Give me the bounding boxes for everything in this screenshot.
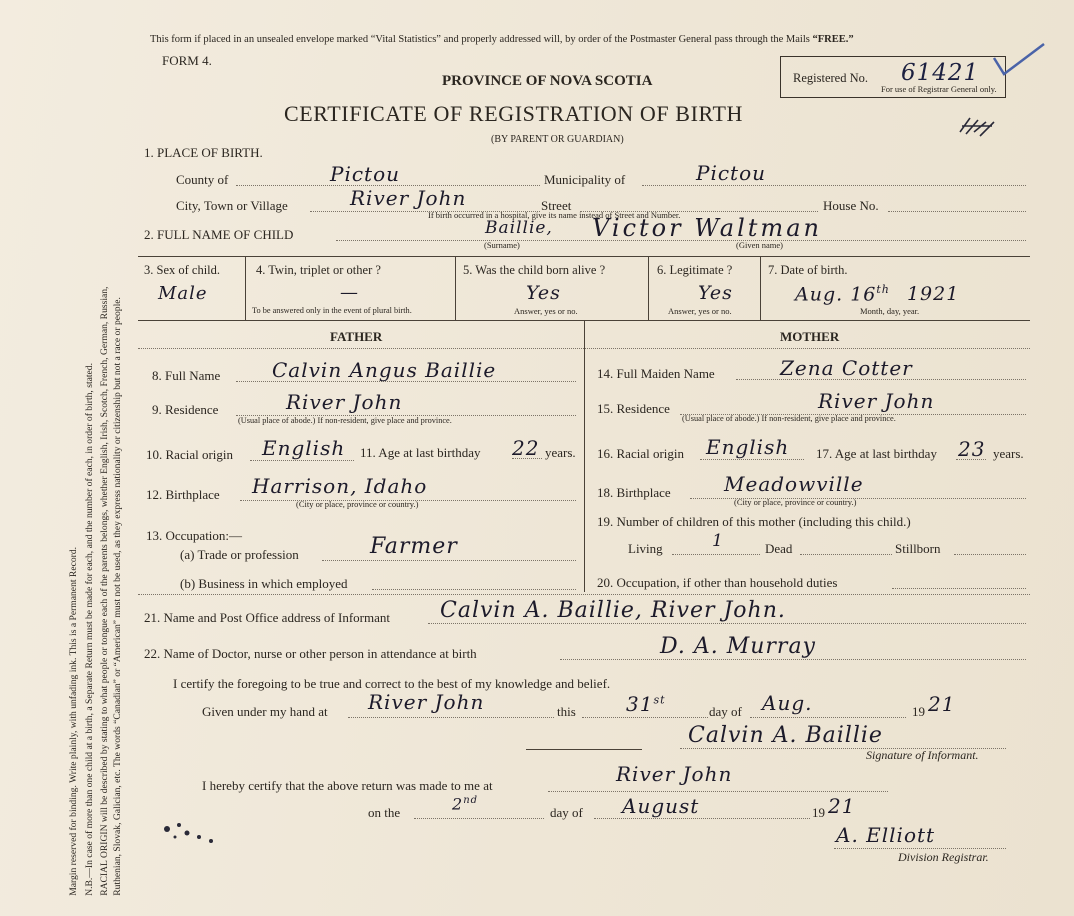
ink-scribble-icon <box>956 112 1000 142</box>
registrar-signature: A. Elliott <box>836 823 936 847</box>
mother-race-label: 16. Racial origin <box>597 446 685 461</box>
registered-box <box>780 56 1006 98</box>
mother-race-value: English <box>706 435 790 459</box>
place-of-birth-label: 1. PLACE OF BIRTH. <box>144 145 263 160</box>
given-name-note: (Given name) <box>736 240 783 250</box>
given-year: 21 <box>928 692 956 716</box>
registrar-signature-label: Division Registrar. <box>898 850 989 864</box>
given-place: River John <box>368 690 485 714</box>
father-trade-value: Farmer <box>370 534 458 559</box>
mother-birthplace-label: 18. Birthplace <box>597 485 671 500</box>
informant-label: 21. Name and Post Office address of Informant <box>144 610 390 625</box>
given-label: Given under my hand at <box>202 704 328 719</box>
surname-note: (Surname) <box>484 240 520 250</box>
father-age-label: 11. Age at last birthday <box>360 445 481 460</box>
street-label: Street <box>541 198 572 213</box>
registrar-year-prefix: 19 <box>812 805 825 820</box>
margin-note-4: Ruthenian, Slovak, Galician, etc. The words “Canadian” or “American” must not be used, as they express nationality or citizenship but not a race or people. <box>112 297 124 896</box>
registered-note: For use of Registrar General only. <box>881 84 997 94</box>
alive-label: 5. Was the child born alive ? <box>463 263 606 277</box>
mother-birthplace-note: (City or place, province or country.) <box>734 497 857 507</box>
mailing-notice: This form if placed in an unsealed envelope marked “Vital Statistics” and properly addressed will, by order of the Postmaster General pass through the Mails “FREE.” <box>150 34 854 45</box>
twin-value: — <box>340 282 359 303</box>
margin-note-3: RACIAL ORIGIN will be described by stating to what people or tongue each of the parents belongs, whether English, Irish, Scotch, French, German, Russian, <box>99 286 111 896</box>
ink-smudge-icon <box>155 815 225 855</box>
alive-note: Answer, yes or no. <box>514 306 578 316</box>
certificate-title: CERTIFICATE OF REGISTRATION OF BIRTH <box>284 101 743 126</box>
twin-label: 4. Twin, triplet or other ? <box>256 263 381 277</box>
father-name-value: Calvin Angus Baillie <box>272 358 497 382</box>
city-label: City, Town or Village <box>176 198 288 213</box>
birth-date-label: 7. Date of birth. <box>768 263 848 277</box>
legitimate-label: 6. Legitimate ? <box>657 263 733 277</box>
mother-children-label: 19. Number of children of this mother (including this child.) <box>597 514 911 529</box>
doctor-value: D. A. Murray <box>660 634 816 659</box>
dead-label: Dead <box>765 541 793 556</box>
registrar-day: 2nd <box>452 794 479 814</box>
legitimate-note: Answer, yes or no. <box>668 306 732 316</box>
father-birthplace-label: 12. Birthplace <box>146 487 220 502</box>
house-no-label: House No. <box>823 198 879 213</box>
province: PROVINCE OF NOVA SCOTIA <box>442 73 653 89</box>
living-label: Living <box>628 541 663 556</box>
municipality-value: Pictou <box>696 161 767 185</box>
living-value: 1 <box>712 531 724 551</box>
check-mark-icon <box>990 40 1050 90</box>
registrar-year: 21 <box>828 794 856 818</box>
mother-name-value: Zena Cotter <box>780 356 913 380</box>
given-month: Aug. <box>762 691 813 715</box>
father-birthplace-value: Harrison, Idaho <box>252 474 428 498</box>
father-heading: FATHER <box>330 329 383 344</box>
registered-label: Registered No. <box>793 71 868 85</box>
mother-birthplace-value: Meadowville <box>724 472 864 496</box>
mother-name-label: 14. Full Maiden Name <box>597 366 715 381</box>
margin-note-2: N.B.—In case of more than one child at a birth, a Separate Return must be made for each, and the number of each, in order of birth, stated. <box>84 362 96 896</box>
county-value: Pictou <box>330 162 401 186</box>
registrar-month: August <box>622 794 700 818</box>
this-label: this <box>557 704 576 719</box>
father-business-label: (b) Business in which employed <box>180 576 348 591</box>
certify-text: I certify the foregoing to be true and correct to the best of my knowledge and belief. <box>173 676 611 691</box>
informant-signature: Calvin A. Baillie <box>688 723 883 748</box>
alive-value: Yes <box>526 282 561 304</box>
father-residence-label: 9. Residence <box>152 402 219 417</box>
given-year-prefix: 19 <box>912 704 925 719</box>
twin-note: To be answered only in the event of plural birth. <box>252 306 412 315</box>
legitimate-value: Yes <box>698 282 733 304</box>
form-number: FORM 4. <box>162 53 212 68</box>
given-day: 31st <box>626 692 666 716</box>
father-birthplace-note: (City or place, province or country.) <box>296 499 419 509</box>
city-value: River John <box>350 186 467 210</box>
child-name-label: 2. FULL NAME OF CHILD <box>144 227 294 242</box>
municipality-label: Municipality of <box>544 172 626 187</box>
father-race-label: 10. Racial origin <box>146 447 234 462</box>
sex-value: Male <box>158 283 208 304</box>
father-race-value: English <box>262 436 346 460</box>
father-name-label: 8. Full Name <box>152 368 221 383</box>
on-the-label: on the <box>368 805 401 820</box>
subtitle: (BY PARENT OR GUARDIAN) <box>491 134 624 145</box>
mother-years: years. <box>993 446 1024 461</box>
margin-note-1: Margin reserved for binding. Write plainly, with unfading ink. This is a Permanent Record. <box>68 546 80 896</box>
mother-heading: MOTHER <box>780 329 840 344</box>
mother-occupation-label: 20. Occupation, if other than household duties <box>597 575 838 590</box>
county-label: County of <box>176 172 229 187</box>
mother-age-label: 17. Age at last birthday <box>816 446 937 461</box>
registrar-place: River John <box>616 762 733 786</box>
mother-residence-label: 15. Residence <box>597 401 670 416</box>
mother-residence-value: River John <box>818 389 935 413</box>
informant-signature-label: Signature of Informant. <box>866 748 979 762</box>
sex-label: 3. Sex of child. <box>144 263 221 277</box>
father-residence-note: (Usual place of abode.) If non-resident, give place and province. <box>238 416 452 425</box>
father-occupation-label: 13. Occupation:— <box>146 528 243 543</box>
registrar-text: I hereby certify that the above return was made to me at <box>202 778 493 793</box>
hospital-note: If birth occurred in a hospital, give its name instead of Street and Number. <box>428 210 681 220</box>
mother-age-value: 23 <box>958 437 986 461</box>
informant-value: Calvin A. Baillie, River John. <box>440 598 786 623</box>
given-day-of-label: day of <box>709 704 742 719</box>
father-residence-value: River John <box>286 390 403 414</box>
birth-date-note: Month, day, year. <box>860 306 920 316</box>
birth-date-value: Aug. 16th 1921 <box>795 283 960 306</box>
registered-number: 61421 <box>901 60 980 86</box>
child-given-name: Victor Waltman <box>592 214 822 242</box>
child-surname: Baillie, <box>485 218 553 238</box>
registrar-day-of-label: day of <box>550 805 583 820</box>
mother-residence-note: (Usual place of abode.) If non-resident, give place and province. <box>682 414 896 423</box>
father-age-value: 22 <box>512 436 540 460</box>
doctor-label: 22. Name of Doctor, nurse or other person in attendance at birth <box>144 646 477 661</box>
stillborn-label: Stillborn <box>895 541 941 556</box>
father-trade-label: (a) Trade or profession <box>180 547 299 562</box>
father-years: years. <box>545 445 576 460</box>
